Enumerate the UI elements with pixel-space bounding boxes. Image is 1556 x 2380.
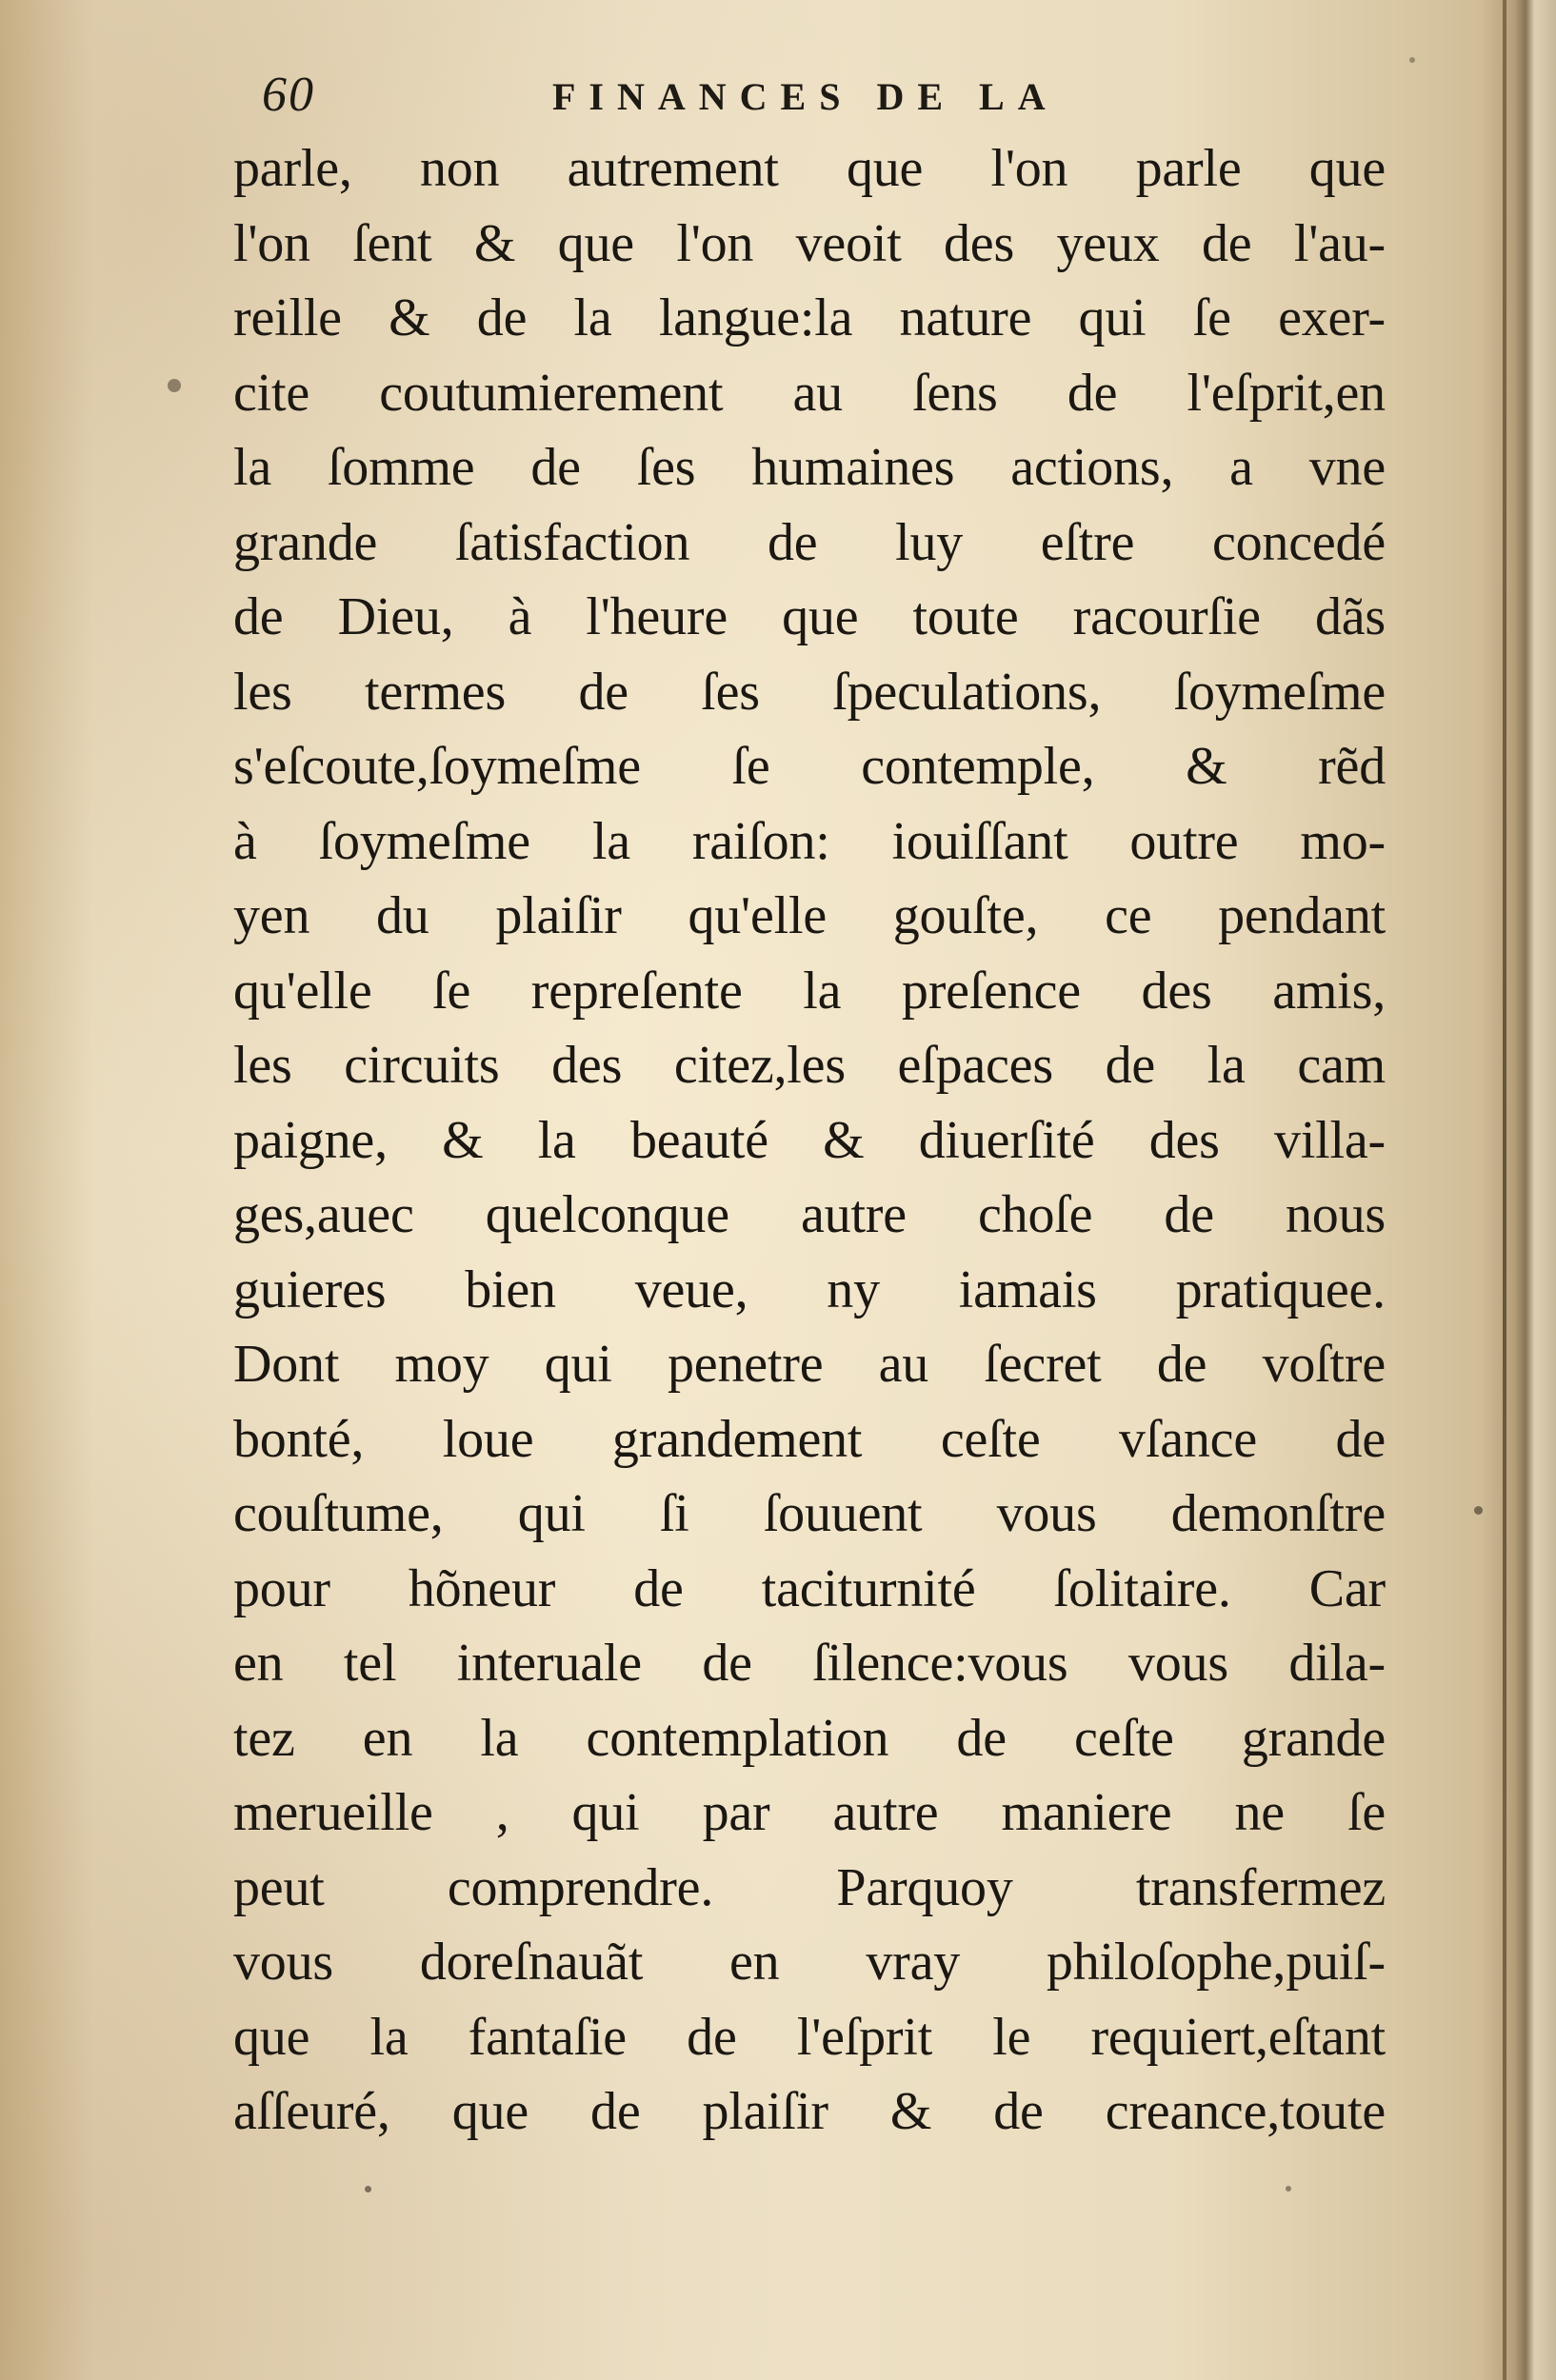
text-line: de Dieu, à l'heure que toute racourſie dãs [233, 587, 1386, 646]
text-line: ges,auec quelconque autre choſe de nous [233, 1185, 1386, 1244]
text-line: couſtume, qui ſi ſouuent vous demonſtre [233, 1484, 1386, 1543]
text-line: reille & de la langue:la nature qui ſe exer- [233, 288, 1386, 347]
text-line: s'eſcoute,ſoymeſme ſe contemple, & rẽd [233, 737, 1386, 796]
ink-speck [365, 2186, 371, 2192]
text-line: cite coutumierement au ſens de l'eſprit,en [233, 363, 1386, 423]
page-edge [1503, 0, 1506, 2380]
body-text [233, 131, 1386, 2150]
text-line: peut comprendre. Parquoy transfermez [233, 1857, 1386, 1917]
text-line: paigne, & la beauté & diuerſité des villa- [233, 1110, 1386, 1170]
page-number: 60 [262, 68, 315, 122]
text-line: yen du plaiſir qu'elle gouſte, ce pendant [233, 886, 1386, 945]
text-line: la ſomme de ſes humaines actions, a vne [233, 438, 1386, 497]
text-line: pour hõneur de taciturnité ſolitaire. Car [233, 1558, 1386, 1618]
ink-speck [1409, 57, 1415, 63]
text-line: les termes de ſes ſpeculations, ſoymeſme [233, 662, 1386, 722]
ink-speck [1286, 2186, 1291, 2192]
text-line: grande ſatisfaction de luy eſtre concedé [233, 512, 1386, 572]
text-line: qu'elle ſe repreſente la preſence des amis, [233, 961, 1386, 1021]
running-head [238, 67, 1190, 133]
text-line: merueille , qui par autre maniere ne ſe [233, 1783, 1386, 1842]
text-line: Dont moy qui penetre au ſecret de voſtre [233, 1335, 1386, 1394]
text-line: bonté, loue grandement ceſte vſance de [233, 1409, 1386, 1469]
text-line: vous doreſnauãt en vray philoſophe,puiſ- [233, 1933, 1386, 1992]
text-line: à ſoymeſme la raiſon: iouiſſant outre mo- [233, 811, 1386, 871]
running-title: FINANCES DE LA [552, 75, 1059, 118]
text-line: l'on ſent & que l'on veoit des yeux de l'au- [233, 213, 1386, 273]
ink-speck [168, 379, 181, 392]
text-line: en tel interuale de ſilence:vous vous dila- [233, 1634, 1386, 1693]
text-line: tez en la contemplation de ceſte grande [233, 1708, 1386, 1768]
text-line: aſſeuré, que de plaiſir & de creance,toute [233, 2082, 1386, 2141]
text-line: que la fantaſie de l'eſprit le requiert,eſtant [233, 2007, 1386, 2067]
ink-speck [1474, 1506, 1483, 1515]
text-line: les circuits des citez,les eſpaces de la cam [233, 1036, 1386, 1095]
text-line: guieres bien veue, ny iamais pratiquee. [233, 1259, 1386, 1319]
page-gutter-shadow [1480, 0, 1556, 2380]
text-line: parle, non autrement que l'on parle que [233, 139, 1386, 198]
